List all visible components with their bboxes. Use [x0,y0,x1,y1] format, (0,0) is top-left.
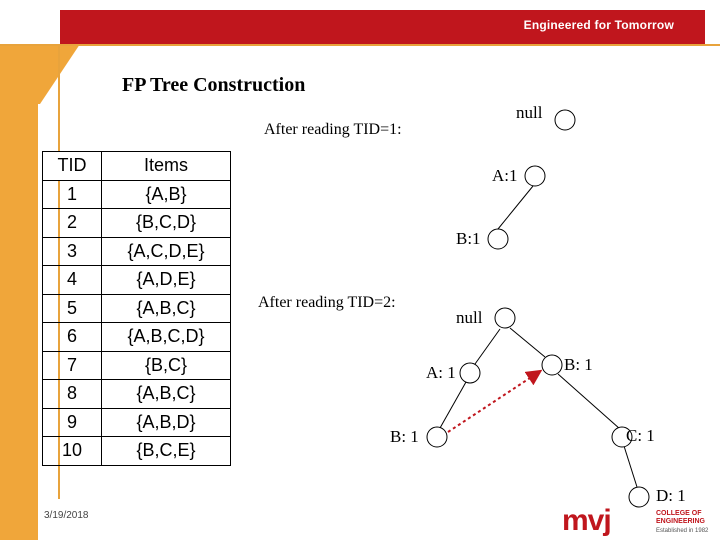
cell-items: {A,B,C,D} [102,323,231,352]
slide-date: 3/19/2018 [44,510,89,521]
node-b-left-tree2 [427,427,447,447]
label-b-tree1: B:1 [456,229,481,248]
cell-items: {B,C,D} [102,209,231,238]
node-a-tree1 [525,166,545,186]
caption-tid1: After reading TID=1: [264,121,402,138]
cell-tid: 5 [43,294,102,323]
logo-text [656,510,705,526]
cell-tid: 9 [43,408,102,437]
cell-items: {A,B,C} [102,294,231,323]
node-b-tree1 [488,229,508,249]
slide-title: FP Tree Construction [122,74,306,96]
cell-items: {A,B,D} [102,408,231,437]
label-a-tree2: A: 1 [426,363,456,382]
cell-items: {A,D,E} [102,266,231,295]
cell-tid: 7 [43,351,102,380]
edge-a-b-tree1 [498,186,533,229]
cell-tid: 4 [43,266,102,295]
logo-line2: ENGINEERING [656,518,706,525]
logo-mark: mvj [562,504,611,537]
label-null-tree2: null [456,308,483,327]
edge-b-c [558,374,620,429]
cell-items: {A,B,C} [102,380,231,409]
cell-items: {B,C} [102,351,231,380]
label-c-tree2: C: 1 [626,426,655,445]
label-a-tree1: A:1 [492,166,518,185]
node-b-right-tree2 [542,355,562,375]
edge-null-a [475,329,500,364]
edge-c-d [624,446,637,487]
cell-items: {A,B} [102,180,231,209]
label-b-right-tree2: B: 1 [564,355,593,374]
node-a-tree2 [460,363,480,383]
label-null-tree1: null [516,103,543,122]
cell-tid: 3 [43,237,102,266]
cell-tid: 8 [43,380,102,409]
label-d-tree2: D: 1 [656,486,686,505]
table-header-items: Items [102,152,231,181]
cell-tid: 2 [43,209,102,238]
edge-a-b [440,382,466,428]
node-link-arrow [448,372,539,432]
cell-tid: 10 [43,437,102,466]
node-null-tree2 [495,308,515,328]
edge-null-b [510,328,545,357]
logo-established: Established in 1982 [656,528,709,534]
label-b-left-tree2: B: 1 [390,427,419,446]
header-tagline: Engineered for Tomorrow [523,18,674,32]
logo-line1: COLLEGE OF [656,510,702,517]
table-header-tid: TID [43,152,102,181]
cell-tid: 6 [43,323,102,352]
cell-items: {A,C,D,E} [102,237,231,266]
college-logo [562,504,720,540]
caption-tid2: After reading TID=2: [258,294,396,311]
cell-tid: 1 [43,180,102,209]
node-null-tree1 [555,110,575,130]
cell-items: {B,C,E} [102,437,231,466]
